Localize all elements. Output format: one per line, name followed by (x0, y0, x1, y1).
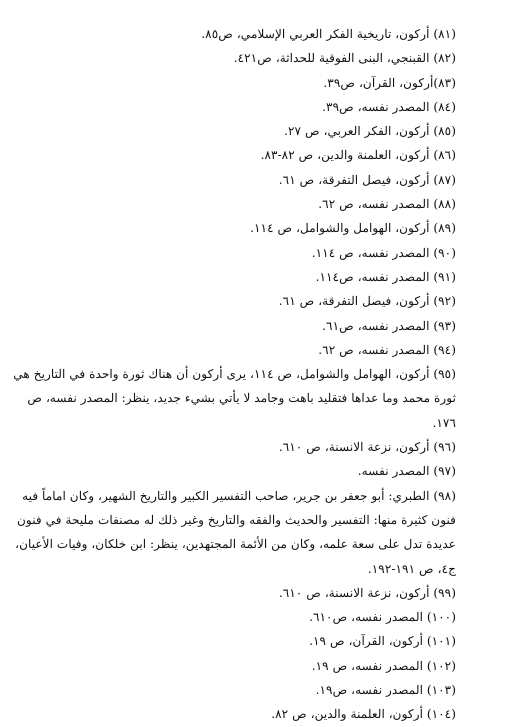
footnote: (٨٥) أركون، الفكر العربي، ص ٢٧. (284, 124, 456, 139)
footnote: (١٠٣) المصدر نفسه، ص١٩. (315, 683, 456, 698)
footnote: (٨١) أركون، تاريخية الفكر العربي الإسلامي، ص٨٥. (201, 27, 456, 41)
footnote: (٩١) المصدر نفسه، ص١١٤. (315, 269, 456, 284)
footnotes (8, 22, 456, 727)
footnote: (٨٧) أركون، فيصل التفرقة، ص ٦١. (278, 172, 456, 187)
footnote: (٩٢) أركون، فيصل التفرقة، ص ٦١. (278, 294, 456, 309)
footnote: (٩٧) المصدر نفسه. (357, 464, 456, 479)
sidebar (460, 0, 510, 721)
footnote: (٩٠) المصدر نفسه، ص ١١٤. (311, 245, 456, 260)
footnote: (٨٤) المصدر نفسه، ص٣٩. (322, 99, 456, 114)
footnote: (٩٨) الطبري: أبو جعفر بن جرير، صاحب التفسير الكبير والتاريخ الشهير، وكان اماماً فيه فنون كثيرة منها: التفسير والحديث والفقه والتاريخ وغير ذلك له مصنفات مليحة في فنون عديدة تدل على سعة علمه، وكان من الأئمة المجتهدين، ينظر: ابن خلكان، وفيات الأعيان، ج٤، ص ١٩١-١٩٢. (15, 488, 456, 576)
footnote: (٩٥) أركون، الهوامل والشوامل، ص ١١٤، يرى أركون أن هناك ثورة واحدة في التاريخ هي ثورة محمد وما عداها فتقليد باهت وجامد لا يأتي بشيء جديد، ينظر: المصدر نفسه، ص ١٧٦. (13, 367, 456, 430)
footnote: (١٠٠) المصدر نفسه، ص٦١٠. (309, 610, 456, 625)
footnote: (١٠٤) أركون، العلمنة والدين، ص ٨٢. (271, 707, 456, 722)
footnote: (٩٣) المصدر نفسه، ص٦١. (322, 318, 456, 333)
footnote: (٩٤) المصدر نفسه، ص ٦٢. (318, 342, 456, 357)
footnote: (٩٩) أركون، نزعة الانسنة، ص ٦١٠. (278, 585, 456, 600)
footnote: (٨٨) المصدر نفسه، ص ٦٢. (318, 197, 456, 212)
footnote: (٨٦) أركون، العلمنة والدين، ص ٨٢-٨٣. (260, 148, 456, 163)
footnote: (٨٣)أركون، القرآن، ص٣٩. (323, 75, 456, 90)
footnote: (٨٩) أركون، الهوامل والشوامل، ص ١١٤. (250, 221, 456, 236)
footnote: (١٠١) أركون، القرآن، ص ١٩. (309, 634, 456, 649)
footnote: (١٠٢) المصدر نفسه، ص ١٩. (311, 658, 456, 673)
footnote: (٩٦) أركون، نزعة الانسنة، ص ٦١٠. (278, 440, 456, 455)
footnote: (٨٢) القبنجي، البنى الفوقية للحداثة، ص٤٢١. (233, 51, 456, 66)
